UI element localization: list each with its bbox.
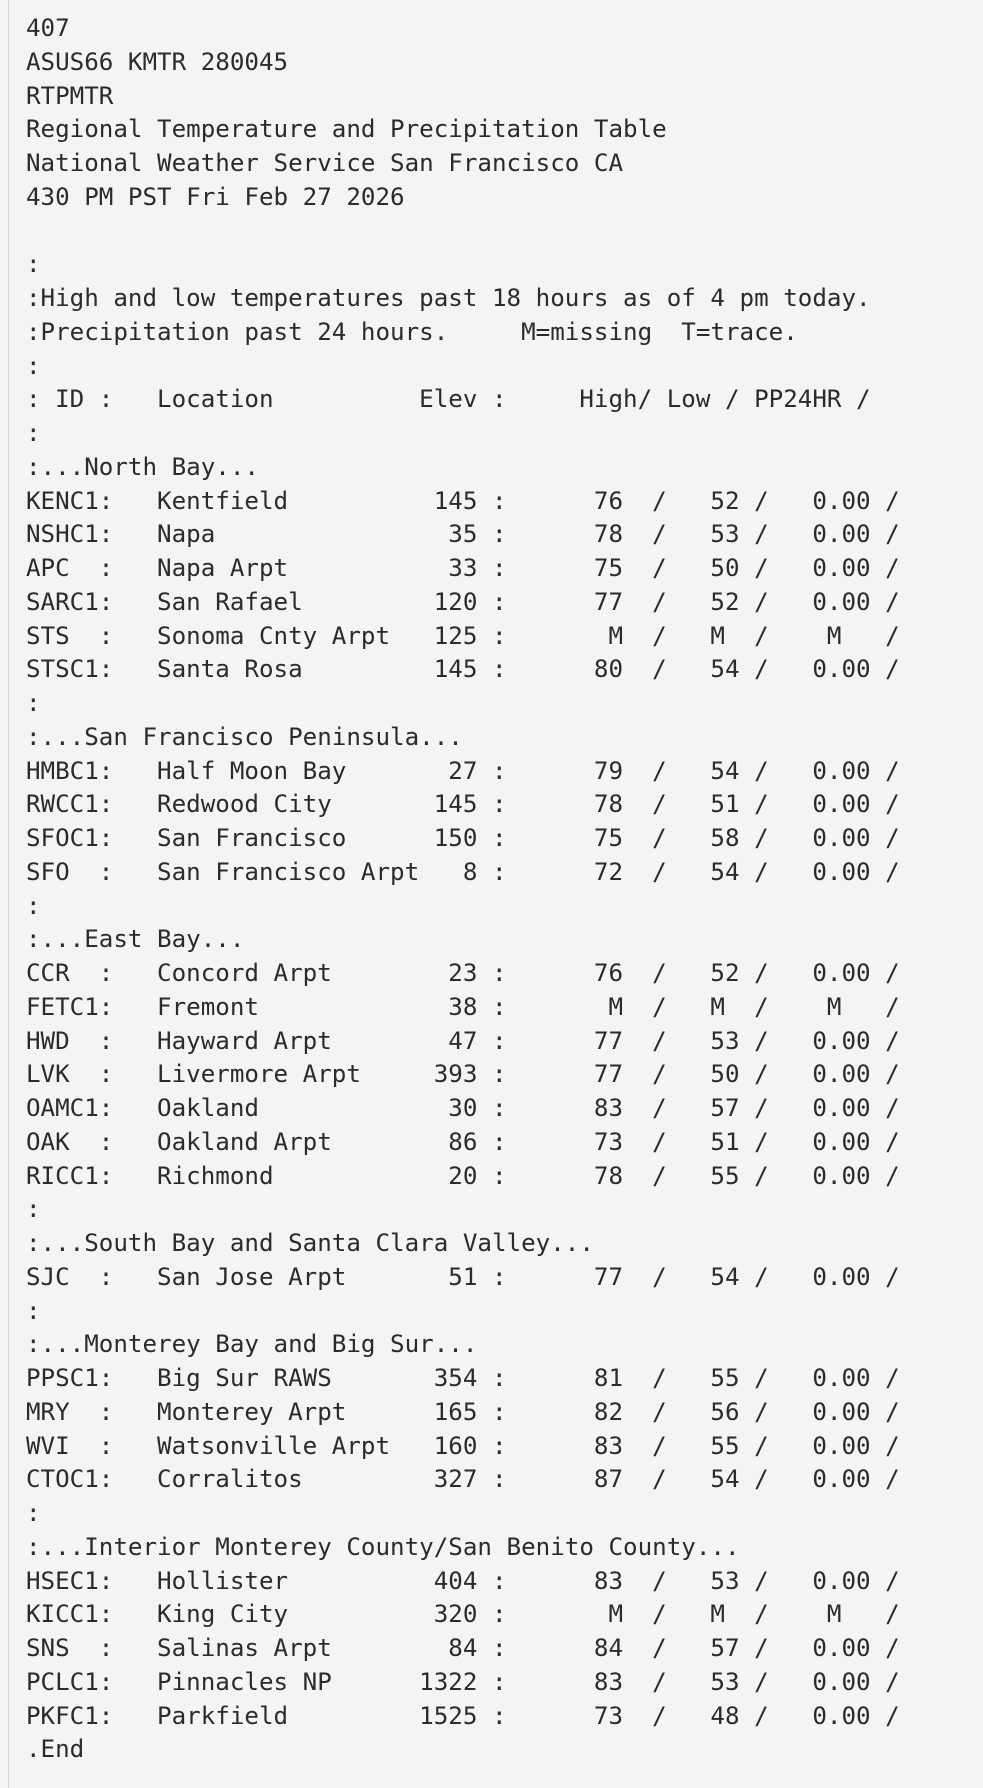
product-line: FETC1: Fremont 38 : M / M / M / <box>26 992 900 1021</box>
product-line: CCR : Concord Arpt 23 : 76 / 52 / 0.00 / <box>26 959 900 987</box>
product-line: :...Monterey Bay and Big Sur... <box>26 1330 478 1359</box>
product-line: STS : Sonoma Cnty Arpt 125 : M / M / M / <box>26 621 900 650</box>
product-line: SFO : San Francisco Arpt 8 : 72 / 54 / 0.00 / <box>26 857 900 886</box>
product-line: :...Interior Monterey County/San Benito County... <box>26 1532 740 1561</box>
product-line: : ID : Location Elev : High/ Low / PP24HR / <box>26 385 871 414</box>
left-border-rule <box>8 0 9 1788</box>
product-line: :...South Bay and Santa Clara Valley... <box>26 1229 594 1257</box>
product-line: : <box>26 419 41 447</box>
text-product <box>26 12 900 1767</box>
product-line: NSHC1: Napa 35 : 78 / 53 / 0.00 / <box>26 520 900 549</box>
product-line: CTOC1: Corralitos 327 : 87 / 54 / 0.00 / <box>26 1465 900 1494</box>
product-line: HWD : Hayward Arpt 47 : 77 / 53 / 0.00 / <box>26 1026 900 1055</box>
product-line: Regional Temperature and Precipitation Table <box>26 115 667 144</box>
product-line: .End <box>26 1735 85 1764</box>
product-line: HSEC1: Hollister 404 : 83 / 53 / 0.00 / <box>26 1566 900 1595</box>
product-line: National Weather Service San Francisco CA <box>26 149 624 177</box>
product-line: STSC1: Santa Rosa 145 : 80 / 54 / 0.00 / <box>26 655 900 684</box>
product-line: WVI : Watsonville Arpt 160 : 83 / 55 / 0.00 / <box>26 1431 900 1460</box>
product-line: PCLC1: Pinnacles NP 1322 : 83 / 53 / 0.00 / <box>26 1667 900 1696</box>
product-line: : <box>26 1195 41 1224</box>
product-line: KENC1: Kentfield 145 : 76 / 52 / 0.00 / <box>26 486 900 515</box>
product-line: RWCC1: Redwood City 145 : 78 / 51 / 0.00 / <box>26 790 900 819</box>
product-line: 430 PM PST Fri Feb 27 2026 <box>26 182 405 211</box>
product-line: PKFC1: Parkfield 1525 : 73 / 48 / 0.00 / <box>26 1701 900 1730</box>
product-line: :Precipitation past 24 hours. M=missing T=trace. <box>26 317 798 346</box>
product-line: SARC1: San Rafael 120 : 77 / 52 / 0.00 / <box>26 587 900 616</box>
product-line: :...San Francisco Peninsula... <box>26 722 463 751</box>
product-line: : <box>26 250 41 279</box>
product-line: SNS : Salinas Arpt 84 : 84 / 57 / 0.00 / <box>26 1634 900 1662</box>
product-line: PPSC1: Big Sur RAWS 354 : 81 / 55 / 0.00 / <box>26 1364 900 1392</box>
product-line: : <box>26 1499 41 1527</box>
product-line: : <box>26 1296 41 1325</box>
product-line: KICC1: King City 320 : M / M / M / <box>26 1600 900 1629</box>
product-line: SFOC1: San Francisco 150 : 75 / 58 / 0.00 / <box>26 824 900 852</box>
product-line: : <box>26 689 41 717</box>
product-line <box>26 215 900 249</box>
product-line: LVK : Livermore Arpt 393 : 77 / 50 / 0.00 / <box>26 1060 900 1089</box>
product-line: 407 <box>26 14 70 42</box>
product-line: :...East Bay... <box>26 925 245 954</box>
product-line: SJC : San Jose Arpt 51 : 77 / 54 / 0.00 / <box>26 1262 900 1291</box>
product-line: ASUS66 KMTR 280045 <box>26 47 289 76</box>
product-line: RICC1: Richmond 20 : 78 / 55 / 0.00 / <box>26 1161 900 1190</box>
product-line: OAK : Oakland Arpt 86 : 73 / 51 / 0.00 / <box>26 1127 900 1156</box>
product-line: APC : Napa Arpt 33 : 75 / 50 / 0.00 / <box>26 554 900 582</box>
product-line: :High and low temperatures past 18 hours as of 4 pm today. <box>26 284 871 312</box>
product-line: HMBC1: Half Moon Bay 27 : 79 / 54 / 0.00 / <box>26 756 900 785</box>
product-line: OAMC1: Oakland 30 : 83 / 57 / 0.00 / <box>26 1094 900 1122</box>
product-line: : <box>26 351 41 380</box>
product-line: : <box>26 891 41 920</box>
product-line: RTPMTR <box>26 81 114 110</box>
product-line: MRY : Monterey Arpt 165 : 82 / 56 / 0.00 / <box>26 1397 900 1426</box>
product-line: :...North Bay... <box>26 452 259 481</box>
